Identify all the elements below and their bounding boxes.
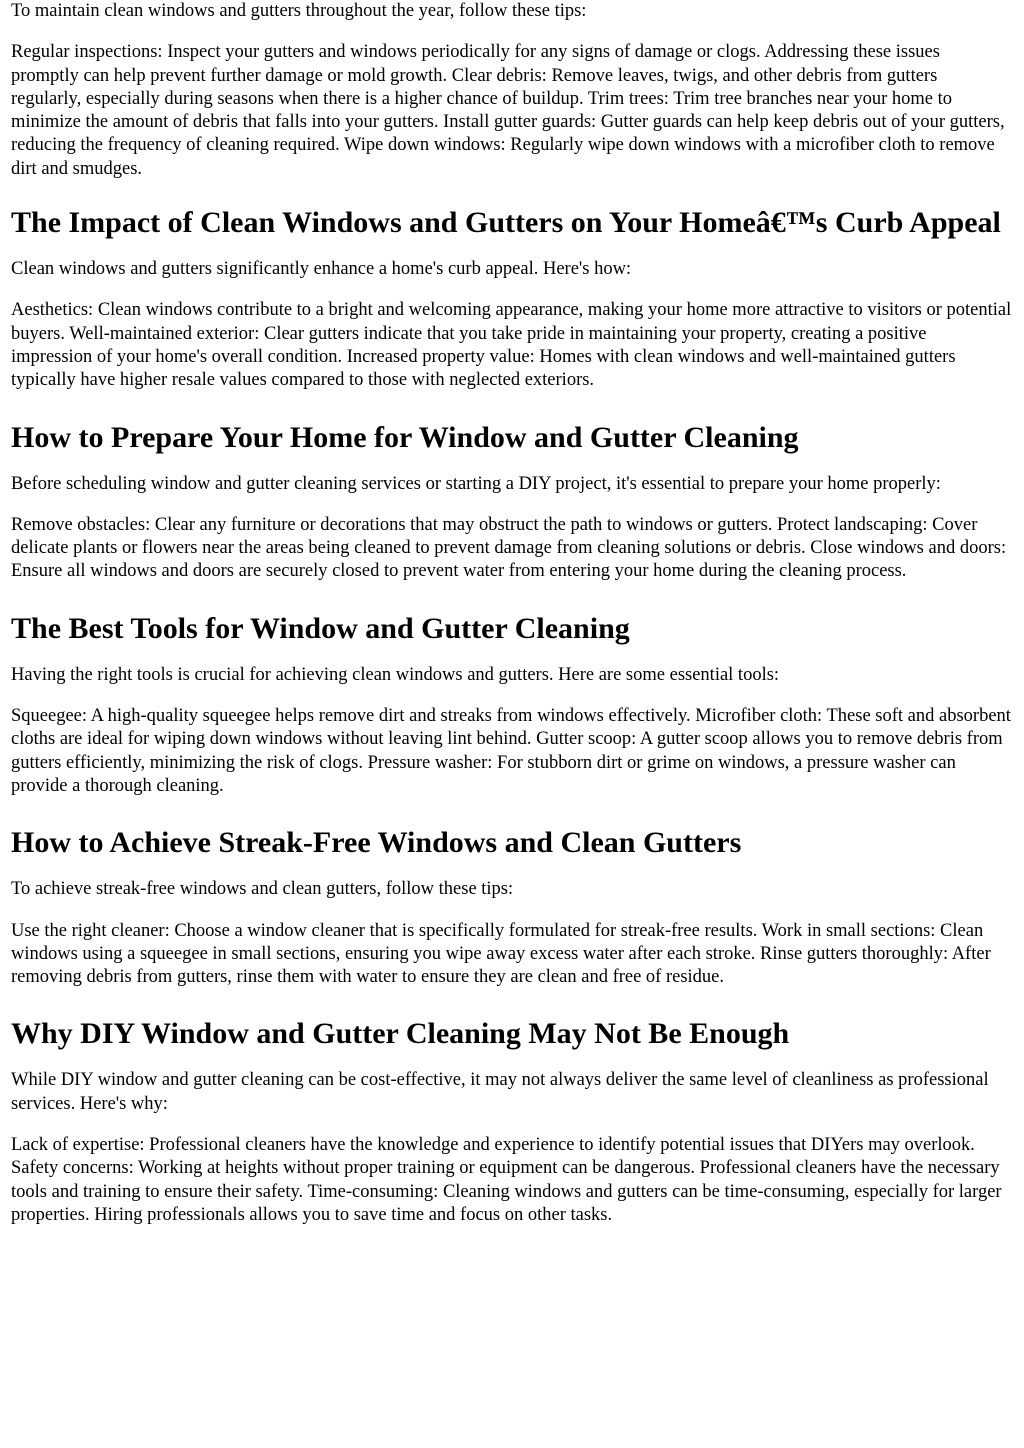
heading-curb-appeal: The Impact of Clean Windows and Gutters on Your Homeâ€™s Curb Appeal: [11, 206, 1001, 240]
best-tools-lead: Having the right tools is crucial for achieving clean windows and gutters. Here are some essential tools:: [11, 664, 780, 685]
intro-lead: To maintain clean windows and gutters throughout the year, follow these tips:: [11, 1, 587, 21]
curb-appeal-body: Aesthetics: Clean windows contribute to a bright and welcoming appearance, making your home more attractive to visitors or potential buyers. Well-maintained exterior: Clear gutters indicate that you take pride in maintaining your property, creating a positive impression of your home's overall condition. Increased property value: Homes with clean windows and well-maintained gutters typically have higher resale values compared to those with neglected exteriors.: [11, 300, 1012, 391]
curb-appeal-lead: Clean windows and gutters significantly enhance a home's curb appeal. Here's how:: [11, 259, 632, 280]
intro-tips: Regular inspections: Inspect your gutters and windows periodically for any signs of damage or clogs. Addressing these issues promptly can help prevent further damage or mold growth. Clear debris: Remove leaves, twigs, and other debris from gutters regularly, especially during seasons when there is a higher chance of buildup. Trim trees: Trim tree branches near your home to minimize the amount of debris that falls into your gutters. Install gutter guards: Gutter guards can help keep debris out of your gutters, reducing the frequency of cleaning required. Wipe down windows: Regularly wipe down windows with a microfiber cloth to remove dirt and smudges.: [11, 42, 1005, 179]
streak-free-body: Use the right cleaner: Choose a window cleaner that is specifically formulated for streak-free results. Work in small sections: Clean windows using a squeegee in small sections, ensuring you wipe away excess water after each stroke. Rinse gutters thoroughly: After removing debris from gutters, rinse them with water to ensure they are clean and free of residue.: [11, 920, 991, 988]
diy-not-enough-lead: While DIY window and gutter cleaning can be cost-effective, it may not always deliver the same level of cleanliness as professional services. Here's why:: [11, 1070, 989, 1114]
heading-prepare-home: How to Prepare Your Home for Window and Gutter Cleaning: [11, 420, 799, 454]
heading-best-tools: The Best Tools for Window and Gutter Cleaning: [11, 611, 630, 645]
streak-free-lead: To achieve streak-free windows and clean gutters, follow these tips:: [11, 879, 514, 900]
prepare-home-lead: Before scheduling window and gutter cleaning services or starting a DIY project, it's essential to prepare your home properly:: [11, 473, 941, 494]
heading-diy-not-enough: Why DIY Window and Gutter Cleaning May Not Be Enough: [11, 1017, 790, 1051]
article: [11, 0, 1012, 1227]
best-tools-body: Squeegee: A high-quality squeegee helps remove dirt and streaks from windows effectively. Microfiber cloth: These soft and absorbent cloths are ideal for wiping down windows without leaving lint behind. Gutter scoop: A gutter scoop allows you to remove debris from gutters efficiently, minimizing the risk of clogs. Pressure washer: For stubborn dirt or grime on windows, a pressure washer can provide a thorough cleaning.: [11, 706, 1011, 796]
diy-not-enough-body: Lack of expertise: Professional cleaners have the knowledge and experience to identify potential issues that DIYers may overlook. Safety concerns: Working at heights without proper training or equipment can be dangerous. Professional cleaners have the necessary tools and training to ensure their safety. Time-consuming: Cleaning windows and gutters can be time-consuming, especially for larger properties. Hiring professionals allows you to save time and focus on other tasks.: [11, 1135, 1002, 1225]
heading-streak-free: How to Achieve Streak-Free Windows and Clean Gutters: [11, 826, 742, 860]
prepare-home-body: Remove obstacles: Clear any furniture or decorations that may obstruct the path to windows or gutters. Protect landscaping: Cover delicate plants or flowers near the areas being cleaned to prevent damage from cleaning solutions or debris. Close windows and doors: Ensure all windows and doors are securely closed to prevent water from entering your home during the cleaning process.: [11, 514, 1007, 582]
